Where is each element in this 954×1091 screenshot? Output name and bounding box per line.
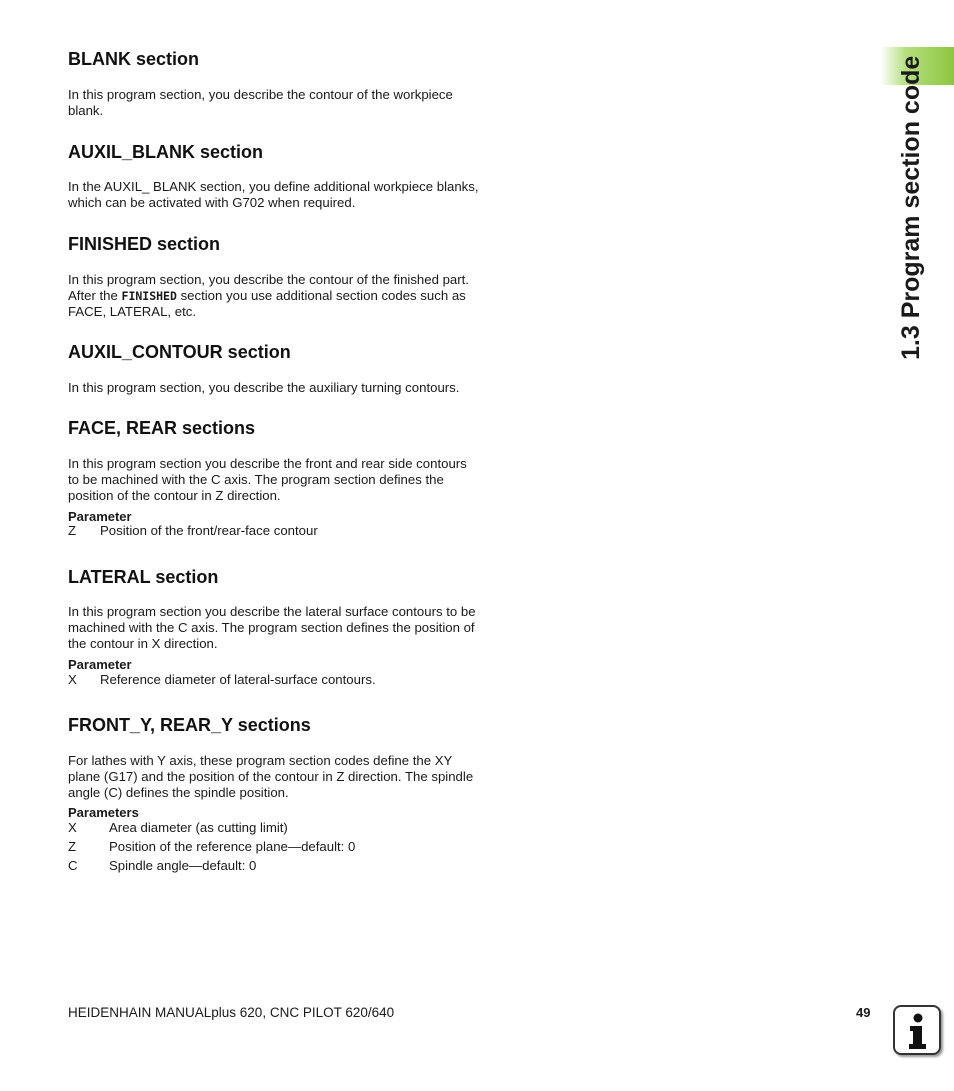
section-body-auxil-contour	[68, 380, 513, 396]
body-line-post: section you use additional section codes such as	[176, 288, 466, 303]
parameter-row	[68, 820, 288, 836]
parameter-desc: Position of the front/rear-face contour	[100, 523, 318, 538]
body-line: the contour in X direction.	[68, 636, 218, 651]
parameter-row	[68, 523, 318, 539]
body-line: machined with the C axis. The program section defines the position of	[68, 620, 475, 635]
body-line-pre: After the	[68, 288, 122, 303]
body-line: plane (G17) and the position of the contour in Z direction. The spindle	[68, 769, 474, 784]
section-heading-finished: FINISHED section	[68, 234, 221, 254]
parameter-heading: Parameter	[68, 657, 132, 672]
section-body-face-rear	[68, 456, 513, 504]
parameter-desc: Spindle angle—default: 0	[109, 858, 257, 873]
body-line: In this program section, you describe the auxiliary turning contours.	[68, 380, 460, 395]
parameter-heading: Parameter	[68, 509, 132, 524]
section-body-blank	[68, 87, 513, 119]
parameter-row	[68, 672, 376, 688]
body-line: In this program section, you describe the contour of the finished part.	[68, 272, 469, 287]
parameter-desc: Reference diameter of lateral-surface contours.	[100, 672, 376, 687]
section-heading-auxil-blank: AUXIL_BLANK section	[68, 142, 264, 162]
section-body-auxil-blank	[68, 179, 513, 211]
body-line: In this program section you describe the front and rear side contours	[68, 456, 467, 471]
body-line: FACE, LATERAL, etc.	[68, 304, 197, 319]
body-line: which can be activated with G702 when required.	[68, 195, 356, 210]
body-line: In this program section, you describe the contour of the workpiece	[68, 87, 453, 102]
code-keyword: FINISHED	[121, 289, 177, 303]
footer-product-title: HEIDENHAIN MANUALplus 620, CNC PILOT 620/640	[68, 1005, 395, 1020]
info-icon	[893, 1005, 941, 1055]
info-glyph	[895, 1007, 939, 1053]
parameter-symbol: X	[68, 820, 77, 835]
parameter-symbol: Z	[68, 839, 77, 854]
section-heading-auxil-contour: AUXIL_CONTOUR section	[68, 342, 291, 362]
section-body-lateral	[68, 604, 513, 652]
section-heading-face-rear: FACE, REAR sections	[68, 418, 256, 438]
parameter-symbol: Z	[68, 523, 77, 538]
page-number: 49	[856, 1005, 871, 1020]
body-line: angle (C) defines the spindle position.	[68, 785, 289, 800]
section-body-front-y-rear-y	[68, 753, 513, 801]
parameter-row	[68, 858, 256, 874]
section-body-finished	[68, 272, 513, 320]
parameter-desc: Area diameter (as cutting limit)	[109, 820, 288, 835]
parameter-symbol: C	[68, 858, 78, 873]
parameter-desc: Position of the reference plane—default: 0	[109, 839, 356, 854]
parameter-row	[68, 839, 355, 855]
section-heading-blank: BLANK section	[68, 49, 200, 69]
section-heading-front-y-rear-y: FRONT_Y, REAR_Y sections	[68, 715, 311, 735]
chapter-side-title: 1.3 Program section code	[897, 55, 925, 360]
section-heading-lateral: LATERAL section	[68, 567, 219, 587]
body-line: In this program section you describe the lateral surface contours to be	[68, 604, 476, 619]
body-line: to be machined with the C axis. The program section defines the	[68, 472, 444, 487]
body-line: blank.	[68, 103, 104, 118]
body-line: For lathes with Y axis, these program section codes define the XY	[68, 753, 453, 768]
parameter-symbol: X	[68, 672, 77, 687]
body-line: position of the contour in Z direction.	[68, 488, 281, 503]
body-line: In the AUXIL_ BLANK section, you define additional workpiece blanks,	[68, 179, 479, 194]
parameter-heading: Parameters	[68, 805, 139, 820]
